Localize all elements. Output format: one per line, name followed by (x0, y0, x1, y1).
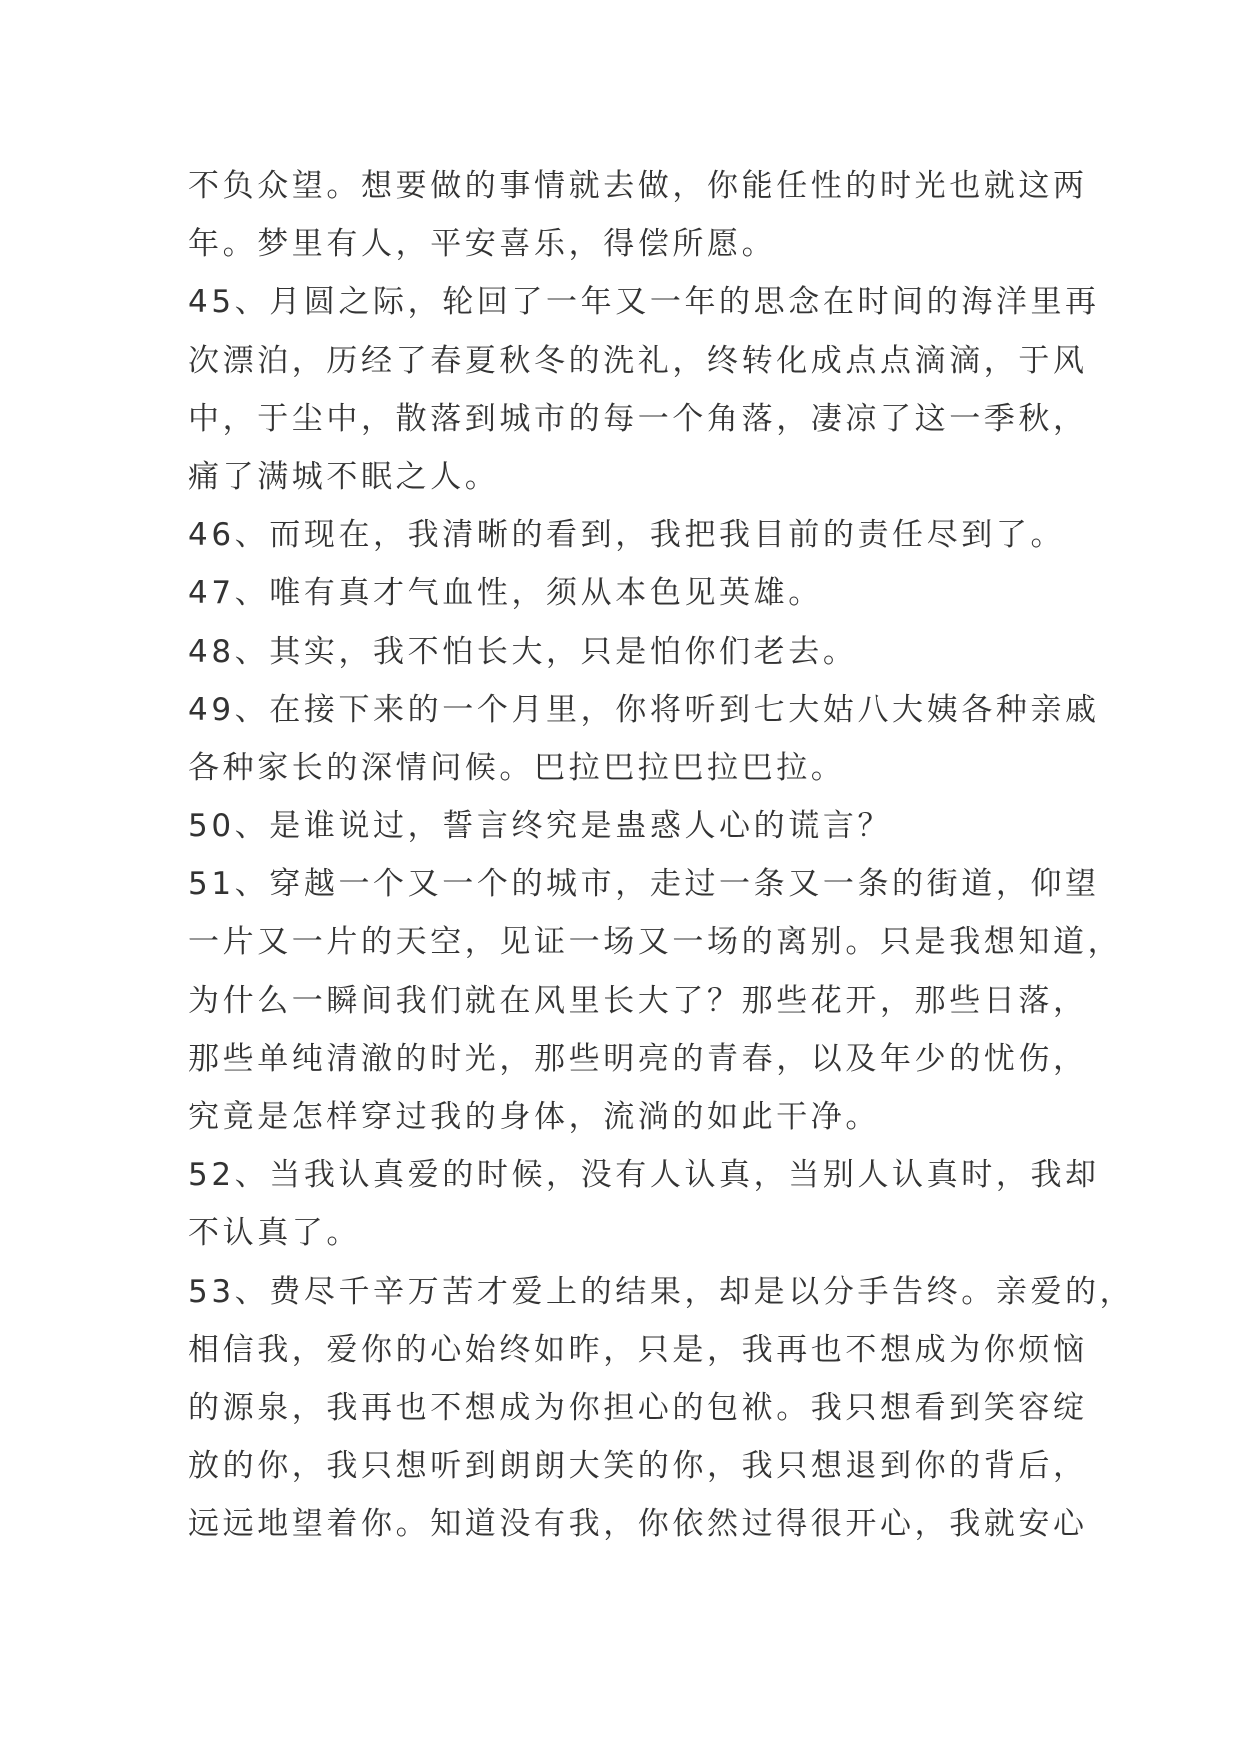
text-line-18: 52、当我认真爱的时候，没有人认真，当别人认真时，我却 (188, 1157, 1100, 1194)
text-line-12: 50、是谁说过，誓言终究是蛊惑人心的谎言？ (188, 808, 893, 845)
text-line-17: 究竟是怎样穿过我的身体，流淌的如此干净。 (188, 1099, 880, 1135)
text-line-9: 48、其实，我不怕长大，只是怕你们老去。 (188, 633, 858, 670)
text-line-14: 一片又一片的天空，见证一场又一场的离别。只是我想知道， (188, 924, 1123, 961)
text-line-6: 痛了满城不眠之人。 (188, 458, 500, 495)
text-line-19: 不认真了。 (188, 1215, 361, 1252)
text-line-21: 相信我，爱你的心始终如昨，只是，我再也不想成为你烦恼 (188, 1331, 1088, 1368)
text-line-22: 的源泉，我再也不想成为你担心的包袱。我只想看到笑容绽 (188, 1389, 1088, 1426)
text-line-13: 51、穿越一个又一个的城市，走过一条又一条的街道，仰望 (188, 866, 1100, 903)
text-line-2: 年。梦里有人，平安喜乐，得偿所愿。 (188, 226, 777, 263)
text-line-8: 47、唯有真才气血性，须从本色见英雄。 (188, 575, 823, 612)
text-line-7: 46、而现在，我清晰的看到，我把我目前的责任尽到了。 (188, 517, 1066, 554)
text-line-3: 45、月圆之际，轮回了一年又一年的思念在时间的海洋里再 (188, 284, 1100, 321)
text-line-20: 53、费尽千辛万苦才爱上的结果，却是以分手告终。亲爱的， (188, 1273, 1135, 1310)
text-line-5: 中，于尘中，散落到城市的每一个角落，凄凉了这一季秋， (188, 400, 1088, 437)
text-line-11: 各种家长的深情问候。巴拉巴拉巴拉巴拉。 (188, 749, 846, 786)
text-line-23: 放的你，我只想听到朗朗大笑的你，我只想退到你的背后， (188, 1448, 1088, 1485)
text-line-15: 为什么一瞬间我们就在风里长大了？那些花开，那些日落， (188, 982, 1088, 1019)
text-line-10: 49、在接下来的一个月里，你将听到七大姑八大姨各种亲戚 (188, 691, 1100, 728)
text-line-16: 那些单纯清澈的时光，那些明亮的青春，以及年少的忧伤， (188, 1040, 1088, 1077)
text-line-4: 次漂泊，历经了春夏秋冬的洗礼，终转化成点点滴滴，于风 (188, 342, 1088, 379)
document-body (188, 157, 1135, 1554)
text-line-24: 远远地望着你。知道没有我，你依然过得很开心，我就安心 (188, 1506, 1088, 1543)
text-line-1: 不负众望。想要做的事情就去做，你能任性的时光也就这两 (188, 168, 1088, 204)
